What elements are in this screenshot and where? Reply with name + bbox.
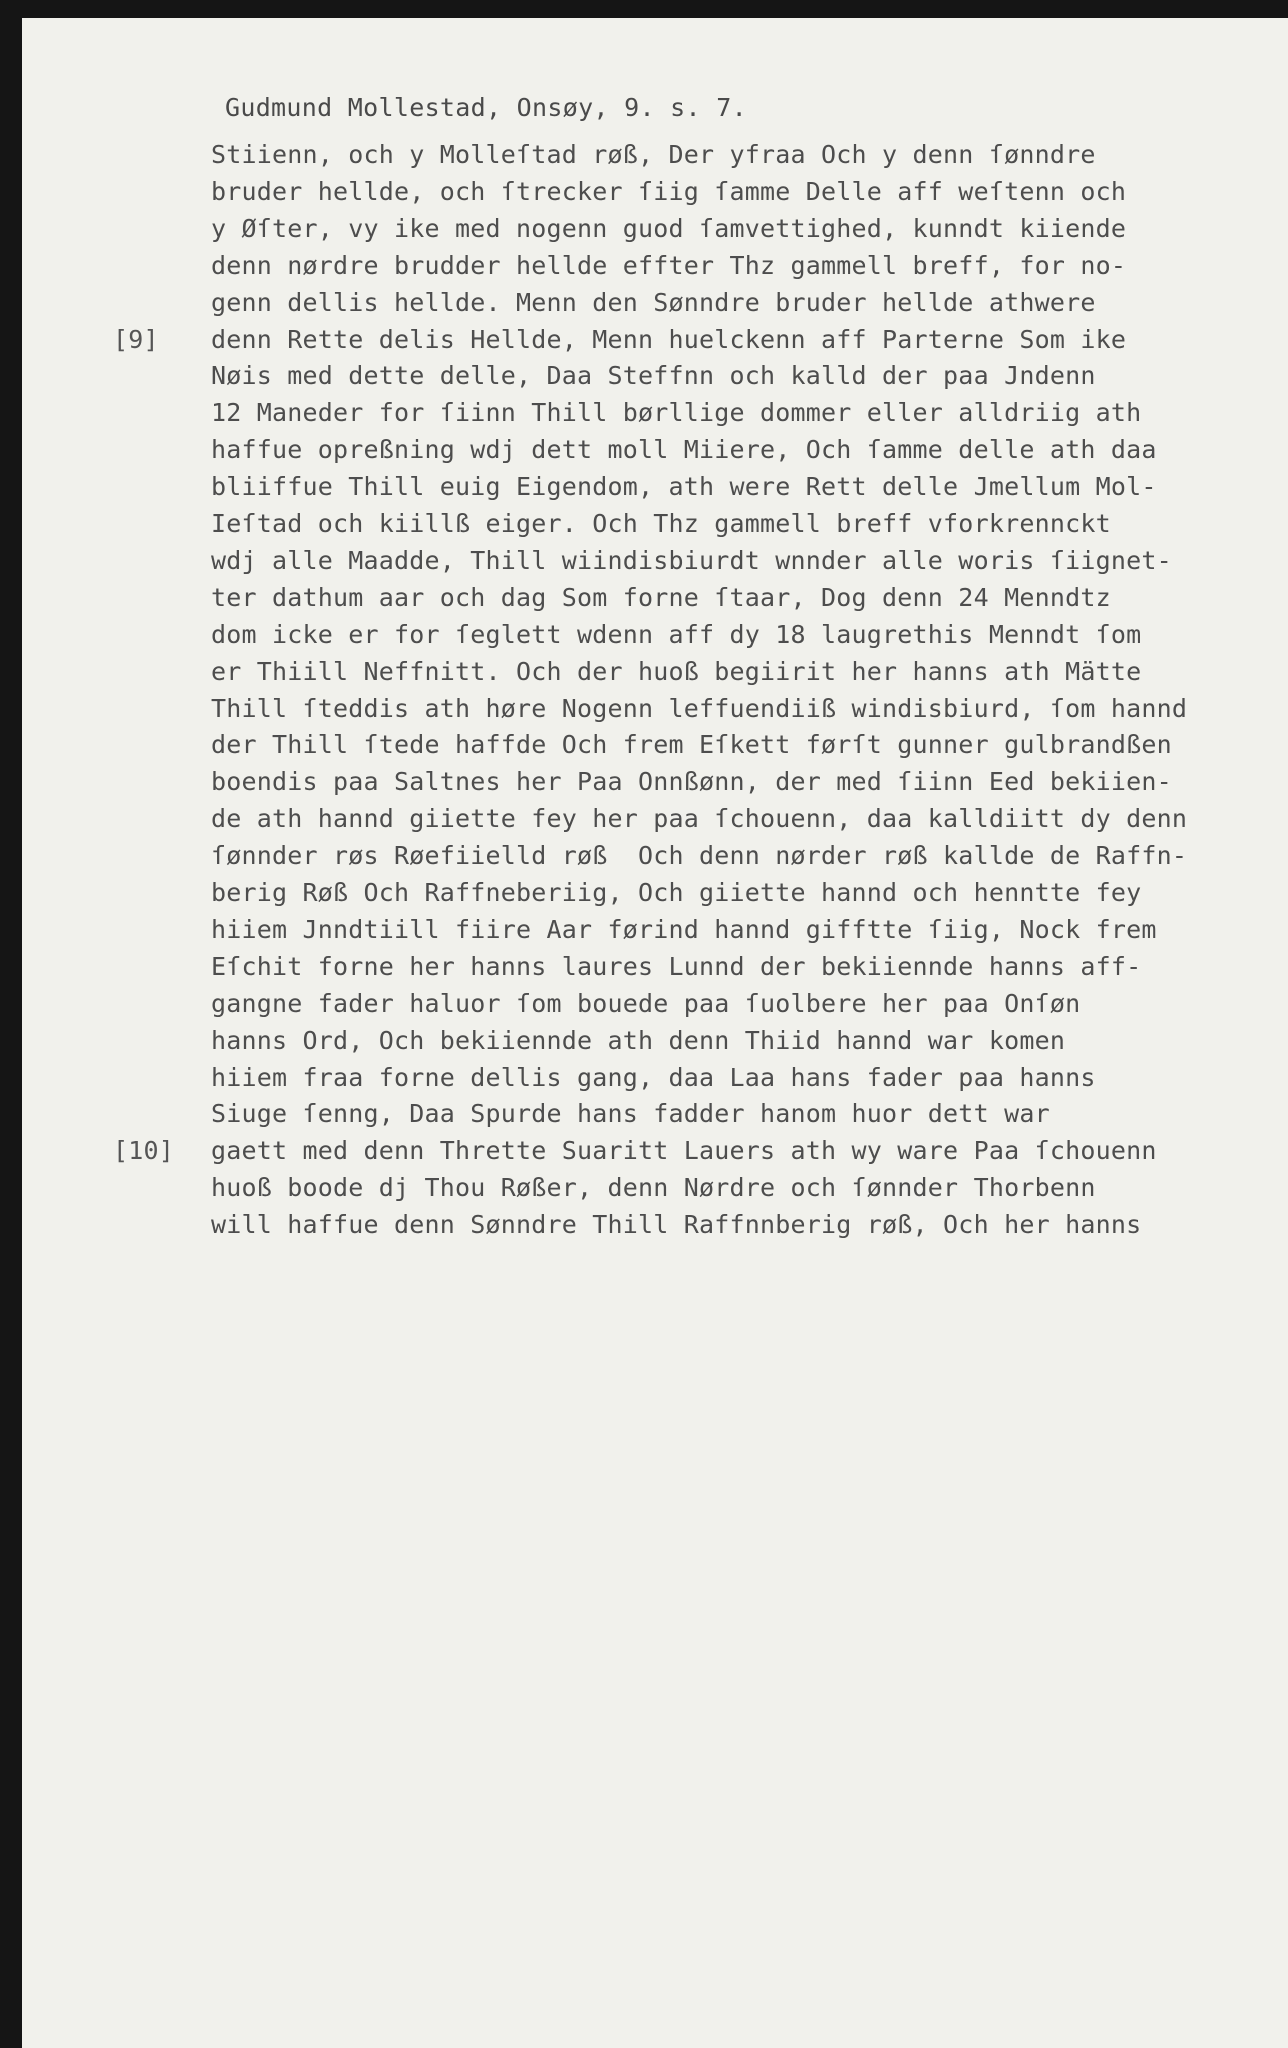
line-text: de ath hannd giiette fey her paa ſchouenn, daa kalldiitt dy denn	[211, 804, 1188, 834]
line-text: er Thiill Neffnitt. Och der huoß begiirit her hanns ath Mätte	[211, 656, 1142, 686]
line-text: Stiienn, och y Molleſtad røß, Der yfraa Och y denn ſønndre	[211, 140, 1096, 169]
text-line	[22, 915, 1288, 955]
text-line	[22, 1210, 1288, 1250]
line-text: haffue opreßning wdj dett moll Miiere, Och ſamme delle ath daa	[211, 435, 1157, 465]
line-text: denn nørdre brudder hellde effter Thz gammell breff, for no-	[211, 250, 1127, 280]
text-line	[22, 472, 1288, 512]
line-text: bruder hellde, och ſtrecker ſiig ſamme Delle aff weſtenn och	[211, 176, 1127, 206]
line-text: dom icke er for ſeglett wdenn aff dy 18 laugrethis Menndt ſom	[211, 619, 1142, 649]
line-text: bliiffue Thill euig Eigendom, ath were Rett delle Jmellum Mol-	[211, 472, 1157, 502]
text-line	[22, 1099, 1288, 1139]
text-line	[22, 620, 1288, 660]
document-page	[22, 18, 1288, 2048]
line-text: 12 Maneder for ſiinn Thill børllige dommer eller alldriig ath	[211, 398, 1142, 428]
line-text: denn Rette delis Hellde, Menn huelckenn aff Parterne Som ike	[211, 324, 1127, 354]
text-line	[22, 214, 1288, 254]
text-line	[22, 1026, 1288, 1066]
line-text: Thill ſteddis ath høre Nogenn leffuendiiß windisbiurd, ſom hannd	[211, 693, 1188, 723]
text-line	[22, 767, 1288, 807]
text-line	[22, 952, 1288, 992]
line-text: genn dellis hellde. Menn den Sønndre bruder hellde athwere	[211, 287, 1096, 317]
text-line	[22, 177, 1288, 217]
text-line	[22, 398, 1288, 438]
line-text: will haffue denn Sønndre Thill Raffnnberig røß, Och her hanns	[211, 1210, 1142, 1240]
text-line	[22, 1173, 1288, 1213]
line-text: gaett med denn Thrette Suaritt Lauers ath wy ware Paa ſchouenn	[211, 1136, 1157, 1166]
text-line	[22, 1063, 1288, 1103]
document-heading: Gudmund Mollestad, Onsøy, 9. s. 7.	[225, 93, 747, 122]
text-line	[22, 251, 1288, 291]
text-line	[22, 657, 1288, 697]
text-line	[22, 1136, 1288, 1176]
text-line	[22, 288, 1288, 328]
text-line	[22, 804, 1288, 844]
text-line	[22, 325, 1288, 365]
line-text: hiiem fraa forne dellis gang, daa Laa hans fader paa hanns	[211, 1062, 1096, 1092]
line-text: y Øſter, vy ike med nogenn guod ſamvettighed, kunndt kiiende	[211, 213, 1127, 243]
text-line	[22, 989, 1288, 1029]
text-line	[22, 361, 1288, 401]
line-text: wdj alle Maadde, Thill wiindisbiurdt wnnder alle woris ſiignet-	[211, 545, 1172, 575]
text-line	[22, 730, 1288, 770]
line-text: huoß boode dj Thou Røßer, denn Nørdre och ſønnder Thorbenn	[211, 1173, 1096, 1203]
line-text: Eſchit forne her hanns laures Lunnd der bekiiennde hanns aff-	[211, 951, 1142, 981]
line-text: gangne fader haluor ſom bouede paa ſuolbere her paa Onſøn	[211, 988, 1081, 1018]
margin-marker: [9]	[113, 324, 159, 354]
line-text: ſønnder røs Røefiielld røß Och denn nørder røß kallde de Raffn-	[211, 841, 1188, 871]
text-line	[22, 546, 1288, 586]
text-line	[22, 509, 1288, 549]
text-line	[22, 140, 1288, 180]
text-line	[22, 878, 1288, 918]
line-text: berig Røß Och Raffneberiig, Och giiette hannd och henntte fey	[211, 878, 1142, 907]
line-text: ter dathum aar och dag Som forne ſtaar, Dog denn 24 Menndtz	[211, 582, 1111, 612]
text-line	[22, 841, 1288, 881]
line-text: boendis paa Saltnes her Paa Onnßønn, der med ſiinn Eed bekiien-	[211, 767, 1172, 797]
line-text: hanns Ord, Och bekiiennde ath denn Thiid hannd war komen	[211, 1025, 1066, 1055]
text-line	[22, 694, 1288, 734]
text-line	[22, 583, 1288, 623]
text-line	[22, 435, 1288, 475]
margin-marker: [10]	[113, 1136, 175, 1166]
line-text: Ieſtad och kiillß eiger. Och Thz gammell breff vforkrennckt	[211, 509, 1111, 538]
line-text: Nøis med dette delle, Daa Steffnn och kalld der paa Jndenn	[211, 361, 1096, 391]
line-text: hiiem Jnndtiill fiire Aar førind hannd gifftte ſiig, Nock frem	[211, 914, 1157, 944]
line-text: Siuge ſenng, Daa Spurde hans fadder hanom huor dett war	[211, 1099, 1050, 1129]
line-text: der Thill ſtede haffde Och frem Eſkett førſt gunner gulbrandßen	[211, 730, 1172, 760]
